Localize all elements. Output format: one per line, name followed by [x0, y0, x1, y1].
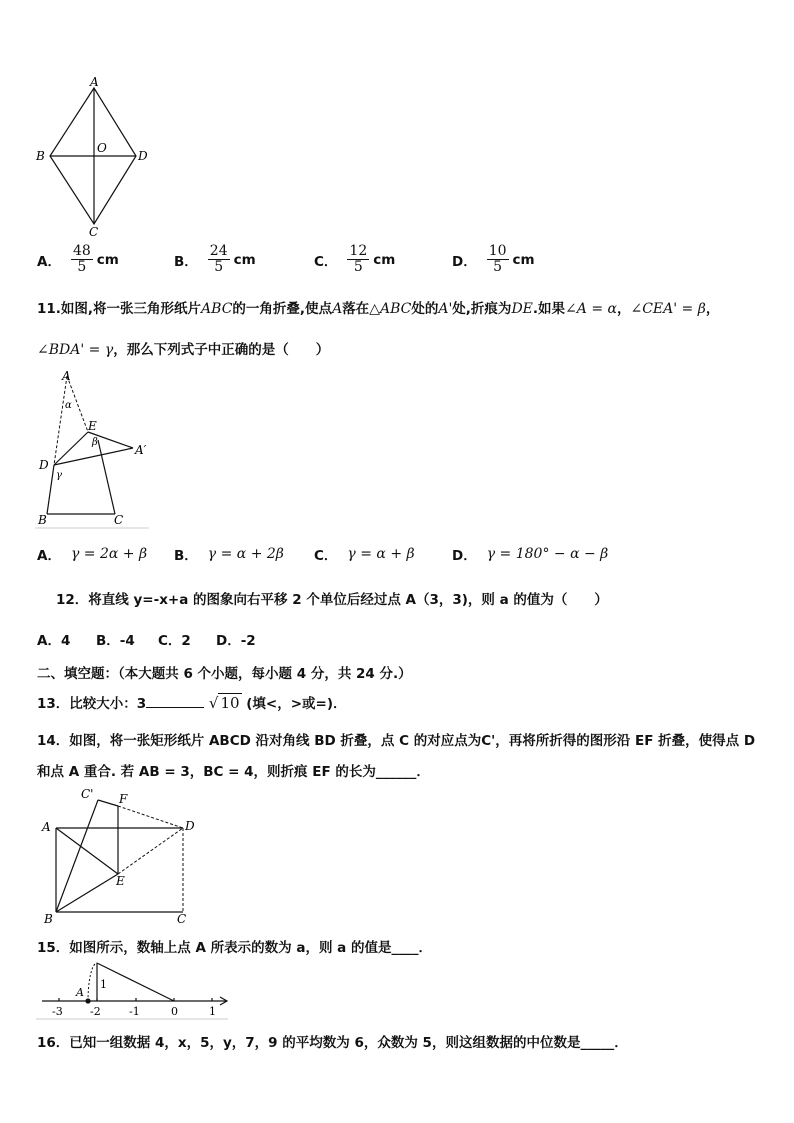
- tick-label: 0: [171, 1005, 178, 1018]
- label-beta: β: [92, 437, 98, 448]
- q11-line1: 11.如图,将一张三角形纸片ABC的一角折叠,使点A落在△ABC处的A'处,折痕为DE.如果∠A = α，∠CEA' = β，: [37, 301, 720, 317]
- number-line-figure: [36, 958, 232, 1020]
- label-a: A: [42, 820, 51, 834]
- q13-text: 13．比较大小：3 √ 10 (填<，>或=)．: [37, 694, 347, 712]
- rhombus-figure: [32, 76, 162, 238]
- label-one: 1: [100, 978, 107, 991]
- q10-option-d[interactable]: D． $\frac{10}{5}$ cm: [452, 243, 535, 275]
- q12-option-d[interactable]: D．-2: [216, 633, 256, 649]
- q11-option-c[interactable]: C． γ = α + β: [314, 546, 415, 564]
- tick-label: -3: [52, 1005, 63, 1018]
- label-e: E: [88, 419, 97, 433]
- q11-option-a[interactable]: A． γ = 2α + β: [37, 546, 148, 564]
- label-a: A: [62, 369, 71, 383]
- label-c: C: [177, 912, 187, 926]
- q12-option-a[interactable]: A．4: [37, 633, 71, 649]
- label-f: F: [119, 792, 128, 806]
- label-d: D: [39, 458, 49, 472]
- q12-option-b[interactable]: B．-4: [96, 633, 135, 649]
- label-b: B: [38, 513, 47, 527]
- label-a: A: [76, 986, 84, 999]
- q14-line2: 和点 A 重合. 若 AB = 3，BC = 4，则折痕 EF 的长为______．: [37, 764, 430, 780]
- tick-label: -1: [129, 1005, 140, 1018]
- label-d: D: [138, 149, 148, 163]
- label-e: E: [116, 874, 125, 888]
- tick-label: -2: [90, 1005, 101, 1018]
- q12-text: 12．将直线 y=-x+a 的图象向右平移 2 个单位后经过点 A（3，3)，则 a 的值为（ ）: [56, 592, 608, 608]
- q10-option-b[interactable]: B． $\frac{24}{5}$ cm: [174, 243, 256, 275]
- q12-option-c[interactable]: C．2: [158, 633, 191, 649]
- label-o: O: [97, 141, 107, 155]
- q15-text: 15．如图所示，数轴上点 A 所表示的数为 a，则 a 的值是____．: [37, 940, 432, 956]
- label-d: D: [185, 819, 195, 833]
- q11-option-b[interactable]: B． γ = α + 2β: [174, 546, 284, 564]
- q11-line2: ∠BDA' = γ，那么下列式子中正确的是（ ）: [37, 342, 330, 358]
- label-c: C: [89, 225, 99, 238]
- label-gamma: γ: [56, 470, 62, 481]
- sqrt-expression: √ 10: [208, 694, 240, 712]
- q10-option-c[interactable]: C． $\frac{12}{5}$ cm: [314, 243, 396, 275]
- label-alpha: α: [65, 400, 72, 411]
- section-heading: 二、填空题：（本大题共 6 个小题，每小题 4 分，共 24 分.）: [37, 666, 412, 682]
- label-c: C: [114, 513, 124, 527]
- label-b: B: [36, 149, 45, 163]
- q16-text: 16．已知一组数据 4，x，5，y，7，9 的平均数为 6，众数为 5，则这组数据的中位数是_____．: [37, 1035, 628, 1051]
- label-b: B: [44, 912, 53, 926]
- label-a: A: [90, 76, 99, 89]
- q11-option-d[interactable]: D． γ = 180° − α − β: [452, 546, 609, 564]
- tick-label: 1: [209, 1005, 216, 1018]
- q14-line1: 14．如图，将一张矩形纸片 ABCD 沿对角线 BD 折叠，点 C 的对应点为C'，再将所折得的图形沿 EF 折叠，使得点 D: [37, 733, 756, 749]
- fold-triangle-figure: [35, 368, 155, 530]
- q10-option-a[interactable]: A． $\frac{48}{5}$ cm: [37, 243, 119, 275]
- label-a-prime: A′: [135, 443, 147, 457]
- q13-blank[interactable]: [146, 707, 204, 708]
- label-c-prime: C': [81, 787, 94, 801]
- rectangle-fold-figure: [36, 786, 206, 926]
